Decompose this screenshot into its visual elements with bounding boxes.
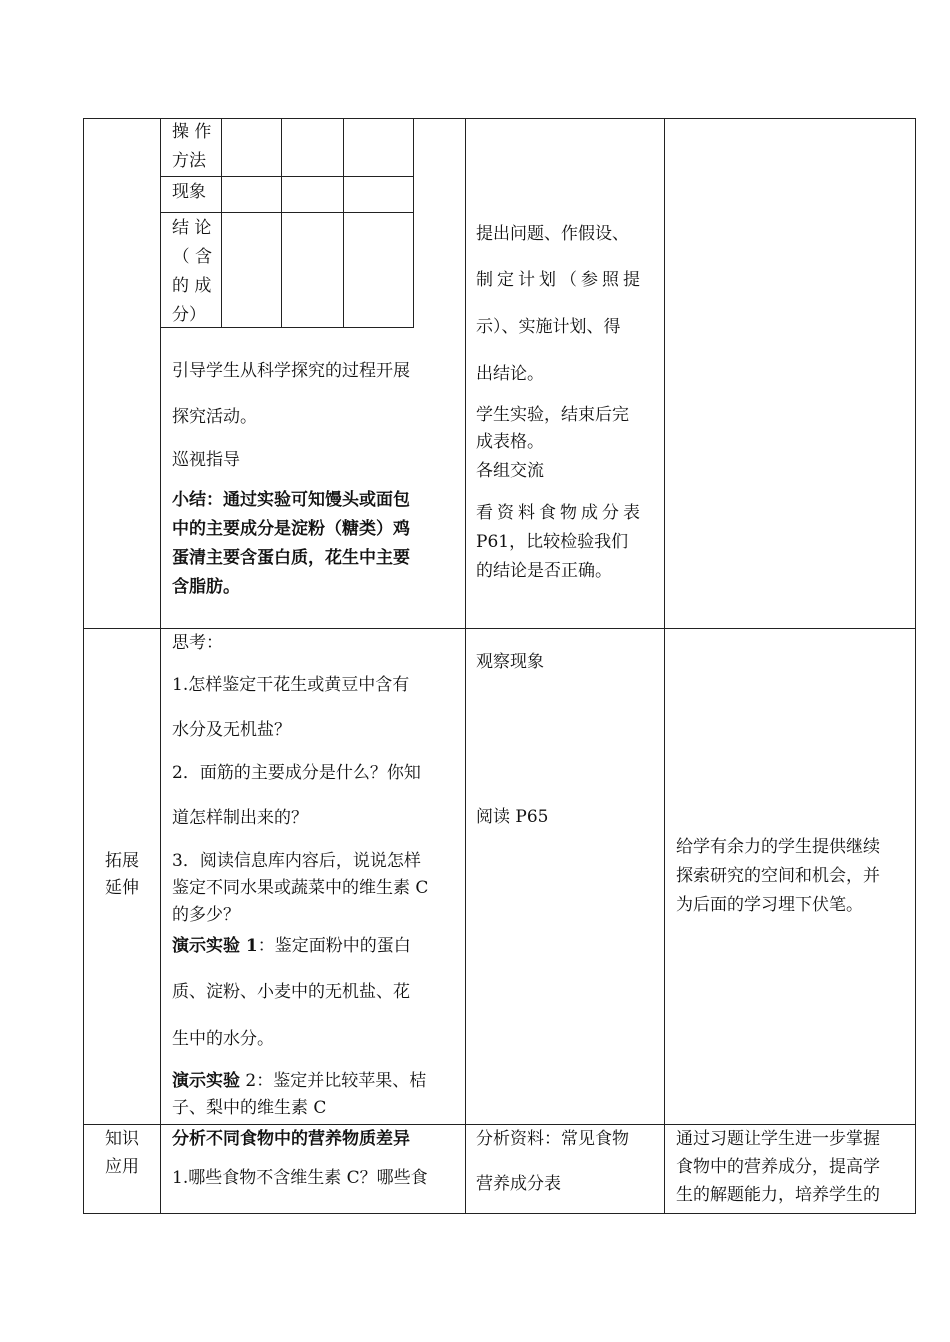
row2-q1-line2: 水分及无机盐？ <box>172 720 291 740</box>
row2-demo1-line2: 质、淀粉、小麦中的无机盐、花 <box>172 982 410 1002</box>
exp-row-label-method <box>172 118 211 176</box>
row2-stage-label-2: 延伸 <box>105 878 139 898</box>
row1-student-exchange: 各组交流 <box>476 461 544 481</box>
row2-q3-line2: 鉴定不同水果或蔬菜中的维生素 C <box>172 878 429 898</box>
row3-question: 1.哪些食物不含维生素 C？哪些食 <box>172 1168 428 1188</box>
table-border-left <box>83 118 84 1214</box>
row3-intent-3: 生的解题能力，培养学生的 <box>676 1185 880 1205</box>
row2-demo2-line2: 子、梨中的维生素 C <box>172 1098 327 1118</box>
row1-student-inquiry-1: 提出问题、作假设、 <box>476 224 629 244</box>
row1-student-inquiry-2: 制定计划（参照提 <box>476 270 644 290</box>
row3-student-line2: 营养成分表 <box>476 1174 561 1194</box>
exp-row-label-conclusion-line2: （ 含 <box>172 247 212 267</box>
table-divider-col3 <box>664 118 665 1214</box>
row1-summary-4: 含脂肪。 <box>172 577 240 597</box>
row3-intent-2: 食物中的营养成分，提高学 <box>676 1157 880 1177</box>
table-border-bottom <box>83 1213 916 1214</box>
row2-demo1-label: 演示实验 1 <box>172 936 258 956</box>
row2-q1-line1: 1.怎样鉴定干花生或黄豆中含有 <box>172 675 410 695</box>
row1-teacher-patrol: 巡视指导 <box>172 450 240 470</box>
row2-q3-line1: 3．阅读信息库内容后，说说怎样 <box>172 851 421 871</box>
exp-table-vline-3 <box>343 118 344 328</box>
exp-table-vline-2 <box>281 118 282 328</box>
row3-heading: 分析不同食物中的营养物质差异 <box>172 1129 410 1149</box>
exp-row-label-conclusion-line1: 结 论 <box>172 218 212 238</box>
exp-row-label-method-line2: 方法 <box>172 151 206 171</box>
row2-q2-line1: 2．面筋的主要成分是什么？你知 <box>172 763 421 783</box>
exp-row-label-phenomenon-line1: 现象 <box>172 182 206 202</box>
row2-think-heading: 思考： <box>172 633 223 653</box>
exp-table-hline-1 <box>160 176 414 177</box>
row2-stage-label-1: 拓展 <box>105 851 139 871</box>
table-divider-col2 <box>465 118 466 1214</box>
row1-student-experiment-2: 成表格。 <box>476 432 544 452</box>
table-row-divider-2 <box>83 1124 916 1125</box>
exp-table-hline-2 <box>160 212 414 213</box>
row3-intent-1: 通过习题让学生进一步掌握 <box>676 1129 880 1149</box>
row2-demo2-label: 演示实验 <box>172 1071 240 1091</box>
row2-demo2-line1 <box>172 1069 426 1093</box>
row1-teacher-guide-2: 探究活动。 <box>172 407 257 427</box>
row2-q2-line2: 道怎样制出来的？ <box>172 808 308 828</box>
row3-student-line1: 分析资料：常见食物 <box>476 1129 629 1149</box>
table-row-divider-1 <box>83 628 916 629</box>
exp-row-label-conclusion-line3: 的 成 <box>172 276 212 296</box>
exp-row-label-phenomenon <box>172 178 206 207</box>
exp-table-vline-1 <box>221 118 222 328</box>
row2-demo1-line1 <box>172 934 411 958</box>
exp-row-label-method-line1: 操 作 <box>172 122 212 142</box>
row2-intent-3: 为后面的学习埋下伏笔。 <box>676 895 863 915</box>
row1-summary-2: 中的主要成分是淀粉（糖类）鸡 <box>172 519 410 539</box>
exp-row-label-conclusion-line4: 分） <box>172 305 206 325</box>
exp-row-label-conclusion <box>172 214 212 330</box>
row1-student-experiment-1: 学生实验，结束后完 <box>476 405 629 425</box>
row2-intent-2: 探索研究的空间和机会，并 <box>676 866 880 886</box>
exp-table-vline-4 <box>413 118 414 328</box>
row1-student-data-3: 的结论是否正确。 <box>476 561 612 581</box>
row3-stage-label-1: 知识 <box>105 1129 139 1149</box>
row2-student-read: 阅读 P65 <box>476 807 549 827</box>
row2-intent-1: 给学有余力的学生提供继续 <box>676 837 880 857</box>
row3-stage-label-2: 应用 <box>105 1157 139 1177</box>
row2-q3-line3: 的多少？ <box>172 905 240 925</box>
row1-student-inquiry-4: 出结论。 <box>476 364 544 384</box>
exp-table-vline-0 <box>160 118 161 328</box>
row1-teacher-guide-1: 引导学生从科学探究的过程开展 <box>172 361 410 381</box>
row2-student-observe: 观察现象 <box>476 652 544 672</box>
row2-demo1-line3: 生中的水分。 <box>172 1029 274 1049</box>
row2-demo2-text: 2：鉴定并比较苹果、桔 <box>240 1071 427 1091</box>
row2-demo1-text: ：鉴定面粉中的蛋白 <box>257 936 411 956</box>
row1-summary-1: 小结：通过实验可知馒头或面包 <box>172 490 410 510</box>
row1-summary-3: 蛋清主要含蛋白质，花生中主要 <box>172 548 410 568</box>
table-border-right <box>915 118 916 1214</box>
row1-student-data-2: P61，比较检验我们 <box>476 532 629 552</box>
row1-student-data-1: 看资料食物成分表 <box>476 503 644 523</box>
row1-student-inquiry-3: 示）、实施计划、得 <box>476 317 621 337</box>
